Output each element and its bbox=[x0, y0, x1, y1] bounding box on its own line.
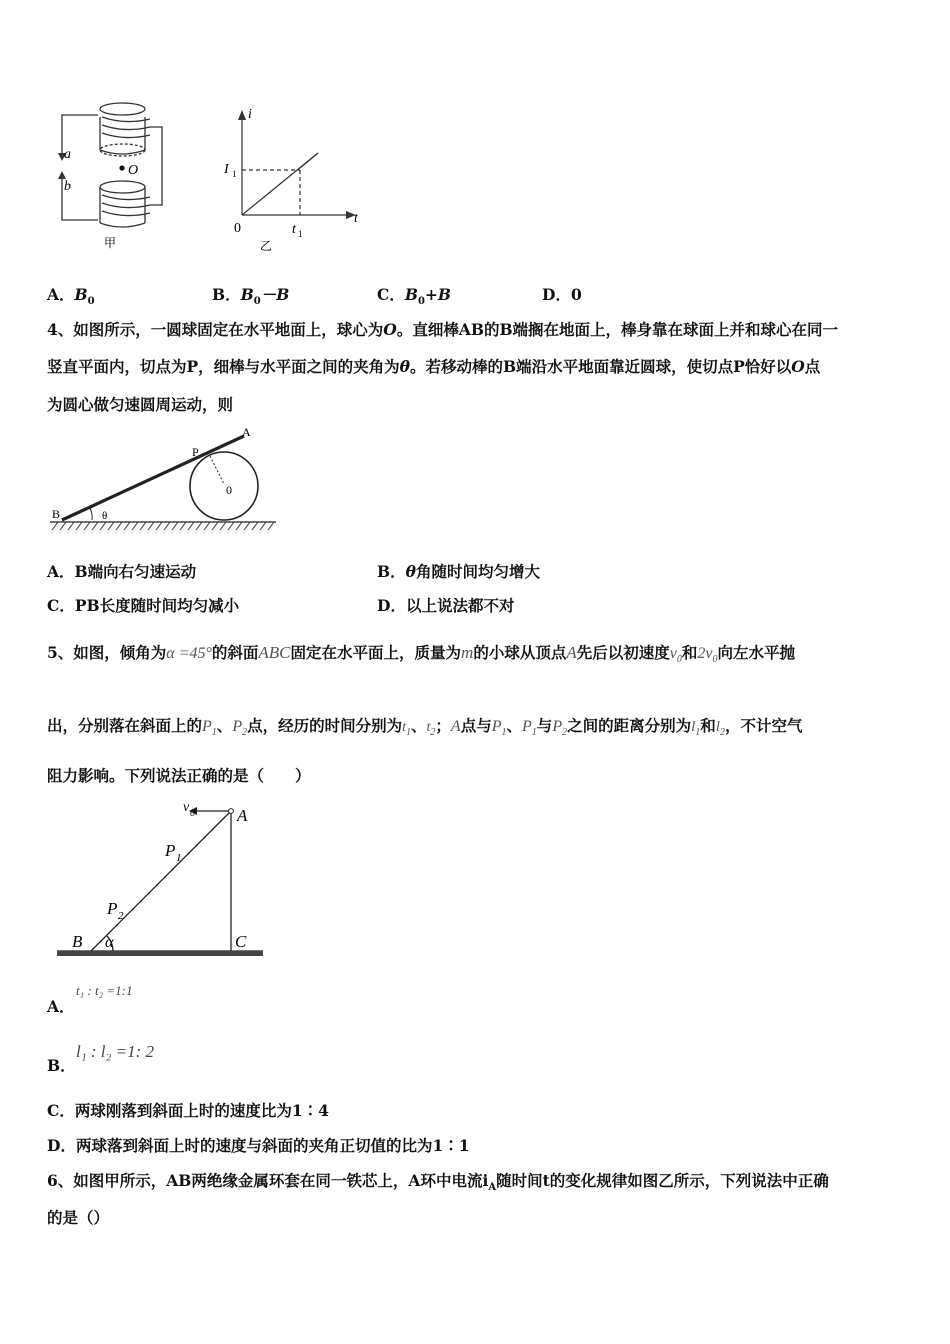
q5-option-a[interactable]: A． t₁ : t₂ =1:1 bbox=[47, 983, 133, 1016]
axis-i: i bbox=[248, 107, 252, 122]
q4-line-1: 4、如图所示，一圆球固定在水平地面上，球心为O。直细棒AB的B端搁在地面上，棒身靠在球面上并和球心在同一 bbox=[47, 320, 839, 339]
q4-option-a[interactable]: A．B端向右匀速运动 bbox=[47, 562, 197, 581]
q5-figure-incline bbox=[55, 798, 270, 963]
axis-t: t bbox=[354, 211, 358, 226]
q5-b-formula: l₁ : l₂ =1: 2 bbox=[76, 1042, 155, 1061]
q4-label-A: A bbox=[242, 425, 251, 439]
q5-label-A: A bbox=[237, 806, 248, 825]
level-I: I bbox=[224, 162, 229, 177]
q5-label-P1-sub: 1 bbox=[176, 852, 182, 864]
q5-line-1: 5、如图，倾角为α =45°的斜面ABC固定在水平面上，质量为m的小球从顶点A先后以初速度$v_0$和$2v_0$向左水平抛 bbox=[47, 643, 795, 665]
q4-line-3: 为圆心做匀速圆周运动，则 bbox=[47, 395, 234, 414]
caption-yi: 乙 bbox=[260, 239, 273, 253]
q6-line-1: 6、如图甲所示，AB两绝缘金属环套在同一铁芯上，A环中电流$i_A$随时间t的变化规律如图乙所示，下列说法中正确 bbox=[47, 1171, 829, 1193]
time-sub: 1 bbox=[298, 229, 303, 239]
q3-option-b[interactable]: B．$B_0-B$ bbox=[212, 285, 290, 307]
q5-label-v-sub: 0 bbox=[190, 808, 195, 819]
figure-yi-graph bbox=[222, 100, 367, 255]
q5-label-v: v bbox=[183, 800, 190, 815]
q3-option-d[interactable]: D．0 bbox=[542, 285, 582, 304]
q4-figure-ball-rod bbox=[48, 422, 280, 537]
caption-jia: 甲 bbox=[104, 236, 117, 250]
label-a: a bbox=[64, 147, 71, 162]
q5-label-P2: P bbox=[107, 899, 118, 918]
q5-label-B: B bbox=[72, 932, 83, 951]
q5-line-3: 阻力影响。下列说法正确的是（ ） bbox=[47, 766, 311, 785]
q4-label-theta: θ bbox=[102, 510, 108, 522]
q4-option-c[interactable]: C．PB长度随时间均匀减小 bbox=[47, 596, 240, 615]
q5-option-b[interactable]: B． l₁ : l₂ =1: 2 bbox=[47, 1042, 155, 1075]
q6-line-2: 的是（） bbox=[47, 1208, 110, 1227]
figure-jia-coils bbox=[40, 95, 180, 255]
q5-option-c[interactable]: C．两球刚落到斜面上时的速度比为1∶4 bbox=[47, 1101, 329, 1120]
q5-a-formula: t₁ : t₂ =1:1 bbox=[76, 983, 133, 998]
q4-label-O: 0 bbox=[226, 483, 232, 497]
q4-line-2: 竖直平面内，切点为P，细棒与水平面之间的夹角为θ。若移动棒的B端沿水平地面靠近圆球，使切点P恰好以O点 bbox=[47, 357, 821, 376]
level-sub: 1 bbox=[232, 169, 237, 179]
q5-label-P1: P bbox=[165, 841, 176, 860]
label-o: O bbox=[128, 163, 139, 178]
q3-option-a[interactable]: A．$B_0$ bbox=[47, 285, 95, 307]
q5-option-d[interactable]: D．两球落到斜面上时的速度与斜面的夹角正切值的比为1∶1 bbox=[47, 1136, 470, 1155]
q4-label-B: B bbox=[52, 507, 61, 521]
time-t1: t bbox=[292, 222, 296, 237]
q5-label-P2-sub: 2 bbox=[118, 910, 124, 922]
q3-option-c[interactable]: C．$B_0+B$ bbox=[377, 285, 452, 307]
origin-0: 0 bbox=[234, 221, 241, 236]
q5-label-alpha: α bbox=[105, 934, 114, 951]
q5-line-2: 出，分别落在斜面上的$P_1$、$P_2$点，经历的时间分别为$t_1$、$t_2$；A点与$P_1$、$P_1$与$P_2$之间的距离分别为$l_1$和$l_2$，不计空气 bbox=[47, 716, 803, 738]
q5-label-C: C bbox=[235, 932, 247, 951]
q4-option-d[interactable]: D．以上说法都不对 bbox=[377, 596, 515, 615]
q4-option-b[interactable]: B．θ角随时间均匀增大 bbox=[377, 562, 540, 581]
q4-label-P: P bbox=[192, 445, 199, 459]
label-b: b bbox=[64, 179, 71, 194]
